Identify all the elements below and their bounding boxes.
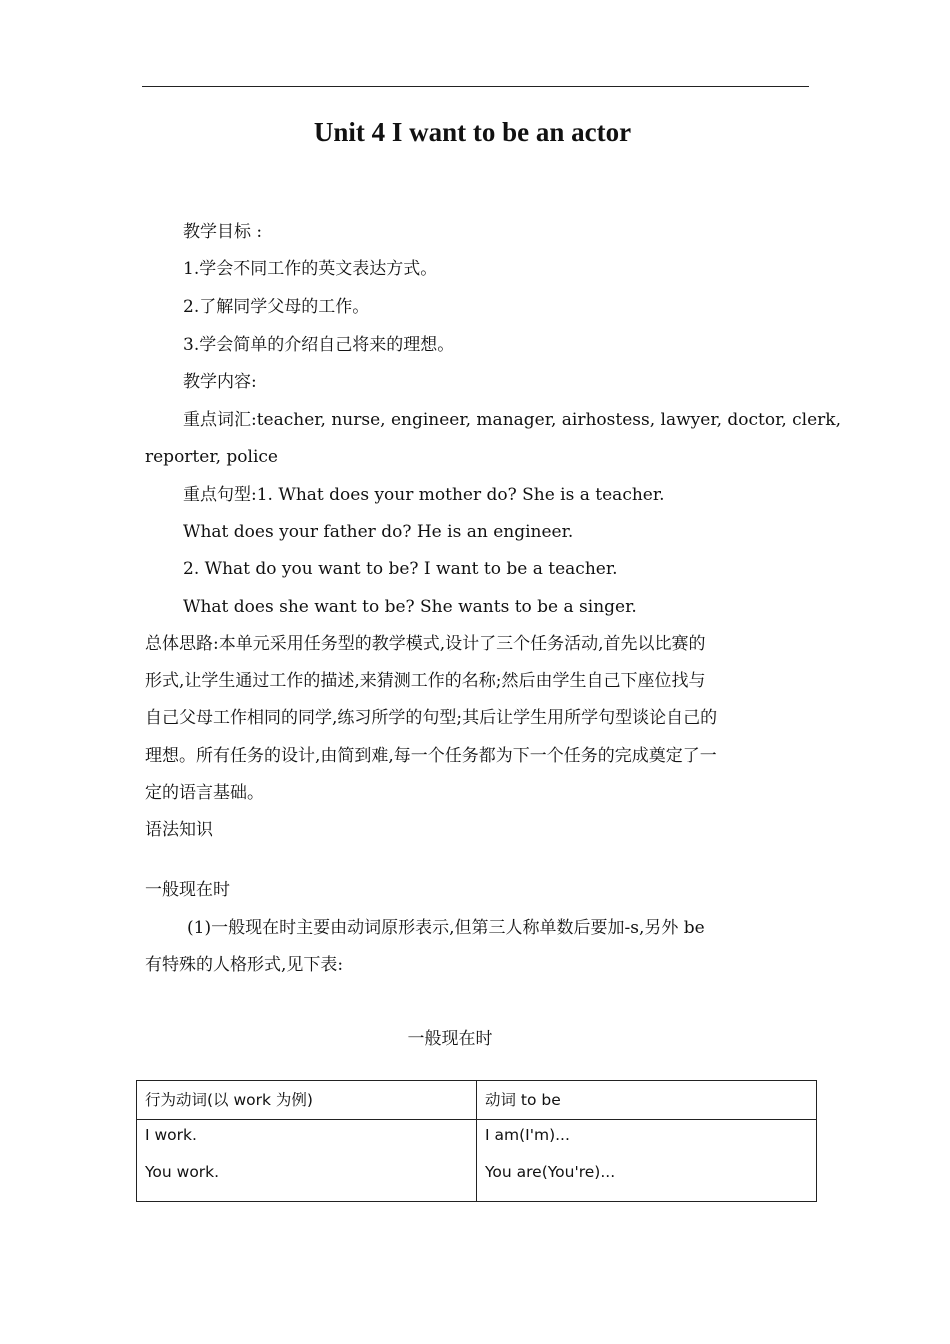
content-heading: 教学内容: (183, 372, 257, 392)
header-rule (142, 86, 809, 87)
table-cell (137, 1120, 477, 1202)
objective-item: 3.学会简单的介绍自己将来的理想。 (183, 335, 455, 355)
vocabulary-line: 重点词汇:teacher, nurse, engineer, manager, airhostess, lawyer, doctor, clerk, (183, 410, 842, 430)
key-sentence: 重点句型:1. What does your mother do? She is a teacher. (183, 485, 665, 505)
tense-note-line: (1)一般现在时主要由动词原形表示,但第三人称单数后要加-s,另外 be (187, 918, 705, 938)
objective-item: 2.了解同学父母的工作。 (183, 297, 370, 317)
approach-paragraph-line: 总体思路:本单元采用任务型的教学模式,设计了三个任务活动,首先以比赛的 (145, 634, 706, 654)
table-header-cell: 动词 to be (477, 1081, 817, 1120)
table-header-cell: 行为动词(以 work 为例) (137, 1081, 477, 1120)
approach-paragraph-line: 自己父母工作相同的同学,练习所学的句型;其后让学生用所学句型谈论自己的 (145, 708, 718, 728)
objectives-heading: 教学目标 : (183, 222, 263, 242)
key-sentence: 2. What do you want to be? I want to be a teacher. (183, 559, 618, 579)
grammar-heading: 语法知识 (145, 820, 213, 840)
key-sentence: What does she want to be? She wants to be a singer. (183, 597, 637, 617)
grammar-table (136, 1080, 817, 1202)
document-title: Unit 4 I want to be an actor (313, 117, 632, 147)
table-header-row (137, 1081, 817, 1120)
table-row (137, 1120, 817, 1202)
tense-heading: 一般现在时 (145, 880, 230, 900)
objective-item: 1.学会不同工作的英文表达方式。 (183, 259, 438, 279)
approach-paragraph-line: 形式,让学生通过工作的描述,来猜测工作的名称;然后由学生自己下座位找与 (145, 671, 706, 691)
key-sentence: What does your father do? He is an engineer. (183, 522, 574, 542)
tense-note-line: 有特殊的人格形式,见下表: (145, 955, 344, 975)
table-cell-line: You are(You're)... (485, 1163, 616, 1181)
vocabulary-line: reporter, police (145, 447, 278, 467)
table-cell (477, 1120, 817, 1202)
approach-paragraph-line: 定的语言基础。 (145, 783, 264, 803)
table-caption: 一般现在时 (407, 1029, 493, 1049)
approach-paragraph-line: 理想。所有任务的设计,由简到难,每一个任务都为下一个任务的完成奠定了一 (145, 746, 717, 766)
table-cell-line: I work. (145, 1126, 197, 1144)
table-cell-line: I am(I'm)... (485, 1126, 570, 1144)
table-cell-line: You work. (145, 1163, 220, 1181)
